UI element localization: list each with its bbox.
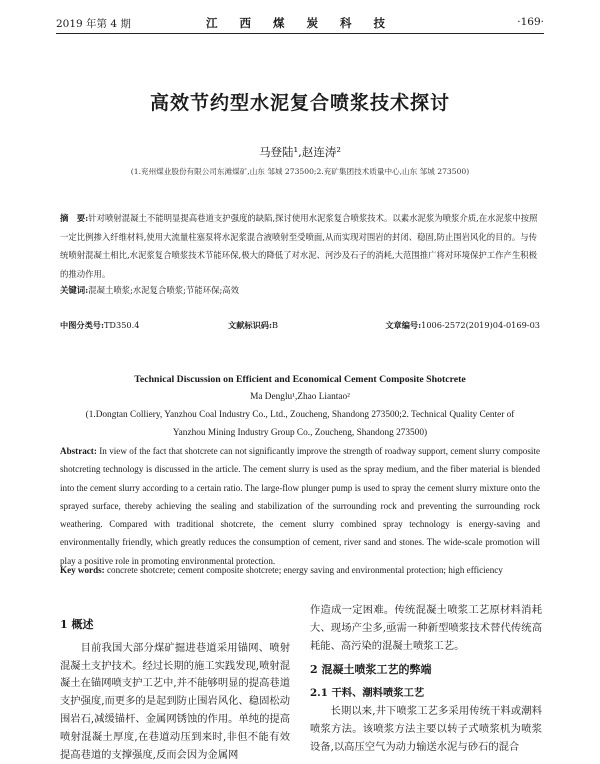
issue-label: 2019 年第 4 期 <box>56 18 131 30</box>
english-keywords <box>60 565 540 575</box>
english-title: Technical Discussion on Efficient and Economical Cement Composite Shotcrete <box>134 374 466 385</box>
english-abstract-text: In view of the fact that shotcrete can not significantly improve the strength of roadway support, cement slurry composite shotcreting technology is discussed in the article. The cement slurry is used as the spray medium, and the fiber material is blended into the cement slurry according to a certain ratio. The large-flow plunger pump is used to spray the cement slurry mixture onto the sprayed surface, thereby achieving the sealing and stabilization of the surrounding rock and preventing the surrounding rock weathering. Compared with traditional shotcrete, the cement slurry combined spray technology is energy-saving and environmentally friendly, which greatly reduces the consumption of cement, river sand and stones. The wide-scale promotion will play a positive role in promoting environmental protection. <box>60 446 540 566</box>
document-code: 文献标识码:B <box>228 320 278 330</box>
classification-row <box>60 320 540 332</box>
chinese-keywords <box>60 284 540 296</box>
body-column-right <box>310 602 542 756</box>
section-2-1-heading: 2.1 干料、潮料喷浆工艺 <box>310 687 425 700</box>
english-keywords-text: concrete shotcrete; cement composite shotcrete; energy saving and environmental protection; high efficiency <box>107 565 503 575</box>
section-1-heading: 1 概述 <box>60 618 94 631</box>
continued-paragraph: 作造成一定困难。传统混凝土喷浆工艺原材料消耗大、现场产尘多,亟需一种新型喷浆技术替代传统高耗能、高污染的混凝土喷浆工艺。 <box>310 604 542 652</box>
keywords-text: 混凝土喷浆;水泥复合喷浆;节能环保;高效 <box>88 285 240 295</box>
body-column-left <box>60 616 290 764</box>
abstract-label: 摘 要: <box>60 213 89 223</box>
keywords-label: 关键词: <box>60 285 89 295</box>
abstract-text: 针对喷射混凝土不能明显提高巷道支护强度的缺陷,探讨使用水泥浆复合喷浆技术。以素水泥浆为喷浆介质,在水泥浆中按照一定比例掺入纤维材料,使用大流量柱塞泵将水泥浆混合液喷射至受喷面,从而实现对围岩的封闭、稳固,防止围岩风化的目的。与传统喷射混凝土相比,水泥浆复合喷浆技术节能环保,极大的降低了对水泥、河沙及石子的消耗,大范围推广将对环境保护工作产生积极的推动作用。 <box>60 213 538 279</box>
authors: 马登陆¹,赵连涛² <box>259 145 341 159</box>
english-abstract-label: Abstract: <box>60 446 97 456</box>
english-authors: Ma Denglu¹,Zhao Liantao² <box>250 392 350 402</box>
article-number: 文章编号:1006-2572(2019)04-0169-03 <box>385 320 540 330</box>
english-abstract <box>60 442 540 570</box>
chinese-abstract <box>60 209 540 283</box>
clc-number: 中图分类号:TD350.4 <box>60 320 140 330</box>
section-2-1-paragraph: 长期以来,井下喷浆工艺多采用传统干料或潮料喷浆方法。该喷浆方法主要以转子式喷浆机为喷浆设备,以高压空气为动力输送水泥与砂石的混合 <box>310 704 542 753</box>
paper-title: 高效节约型水泥复合喷浆技术探讨 <box>149 92 450 114</box>
journal-name: 江 西 煤 炭 科 技 <box>205 16 395 30</box>
english-keywords-label: Key words: <box>60 565 105 575</box>
running-header <box>56 14 544 32</box>
english-affiliation: (1.Dongtan Colliery, Yanzhou Coal Industry Co., Ltd., Zoucheng, Shandong 273500;2. Technical Quality Center of Yanzhou Mining Industry Group Co., Zoucheng, Shandong 273500) <box>85 410 515 438</box>
page-number: ·169· <box>517 16 544 28</box>
header-rule <box>56 33 544 34</box>
section-2-heading: 2 混凝土喷浆工艺的弊端 <box>310 663 432 677</box>
section-1-paragraph: 目前我国大部分煤矿掘进巷道采用锚网、喷射混凝土支护技术。经过长期的施工实践发现,喷射混凝土在锚网喷支护工艺中,并不能够明显的提高巷道支护强度,而更多的是起到防止围岩风化、稳固松动围岩石,减缓锚杆、金属网锈蚀的作用。单纯的提高喷射混凝土厚度,在巷道动压到来时,非但不能有效提高巷道的支撑强度,反而会因为金属网 <box>60 641 290 761</box>
affiliation: (1.兖州煤业股份有限公司东滩煤矿,山东 邹城 273500;2.兖矿集团技术质量中心,山东 邹城 273500) <box>130 167 470 176</box>
